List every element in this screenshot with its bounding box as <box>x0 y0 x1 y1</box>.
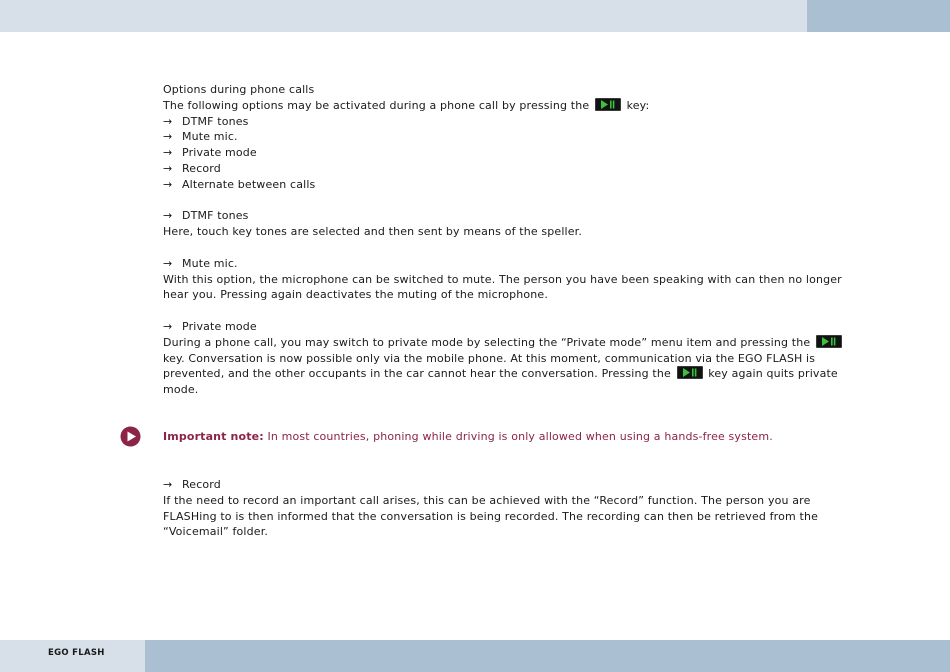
option-item: → Mute mic. <box>163 130 238 144</box>
record-section <box>163 477 818 540</box>
mute-text: hear you. Pressing again deactivates the muting of the microphone. <box>163 288 548 302</box>
record-text: If the need to record an important call arises, this can be achieved with the “Record” function. The person you are <box>163 493 811 507</box>
option-item: → Record <box>163 161 221 175</box>
dtmf-title: → DTMF tones <box>163 209 249 223</box>
arrow-icon: → <box>163 161 173 175</box>
private-text: During a phone call, you may switch to private mode by selecting the “Private mode” menu item and pressing the <box>163 335 783 351</box>
arrow-icon: → <box>163 177 173 191</box>
dtmf-text: Here, touch key tones are selected and then sent by means of the speller. <box>163 225 582 239</box>
private-text: prevented, and the other occupants in the car cannot hear the conversation. Pressing the key again quits private <box>163 367 838 381</box>
arrow-icon: → <box>163 114 173 128</box>
play-circle-icon <box>120 426 141 447</box>
play-pause-key-icon <box>816 335 842 348</box>
record-text: FLASHing to is then informed that the conversation is being recorded. The recording can then be retrieved from the <box>163 509 818 523</box>
arrow-icon: → <box>163 130 173 144</box>
main-content <box>163 82 842 398</box>
header-band <box>0 0 807 32</box>
record-title: → Record <box>163 478 221 491</box>
important-note <box>120 426 820 448</box>
option-item: → DTMF tones <box>163 114 249 128</box>
arrow-icon: → <box>163 478 173 491</box>
private-text: key. Conversation is now possible only via the mobile phone. At this moment, communication via the EGO FLASH is <box>163 351 816 365</box>
mute-text: With this option, the microphone can be switched to mute. The person you have been speaking with can then no longer <box>163 272 842 286</box>
intro-line <box>163 98 783 114</box>
footer-brand: EGO FLASH <box>48 648 105 658</box>
option-item: → Private mode <box>163 146 257 160</box>
header-band-accent <box>807 0 950 32</box>
arrow-icon: → <box>163 209 173 223</box>
play-pause-key-icon <box>595 98 621 111</box>
intro-text-end: key: <box>626 98 650 112</box>
record-text: “Voicemail” folder. <box>163 525 269 539</box>
private-title: → Private mode <box>163 319 257 333</box>
note-text: Important note: In most countries, phoning while driving is only allowed when using a hands-free system. <box>163 430 773 443</box>
section-heading: Options during phone calls <box>163 83 315 96</box>
mute-title: → Mute mic. <box>163 256 238 270</box>
intro-text: The following options may be activated during a phone call by pressing the <box>163 98 590 112</box>
footer-band-accent <box>145 640 950 672</box>
option-item: → Alternate between calls <box>163 177 316 191</box>
play-pause-key-icon <box>677 366 703 379</box>
private-text: mode. <box>163 383 199 397</box>
arrow-icon: → <box>163 256 173 270</box>
arrow-icon: → <box>163 319 173 333</box>
arrow-icon: → <box>163 146 173 160</box>
